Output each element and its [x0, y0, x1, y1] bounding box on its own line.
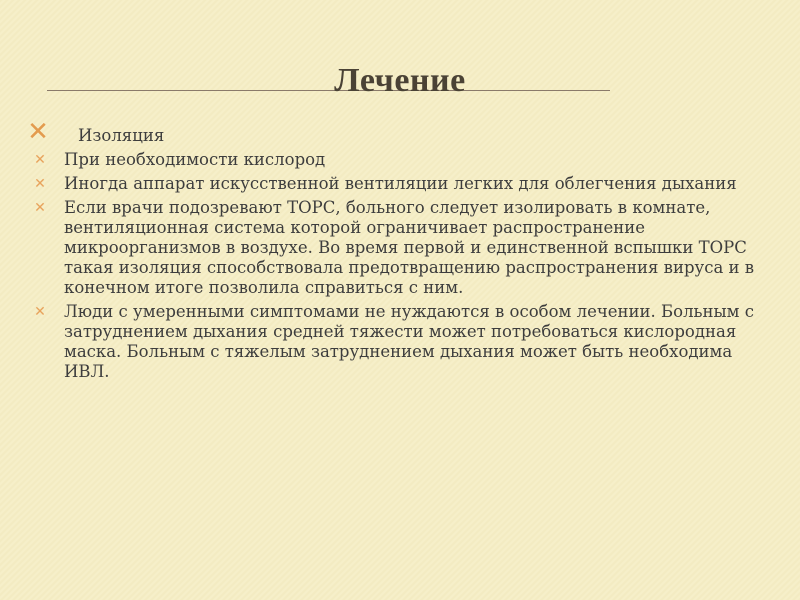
bullet-text: Если врачи подозревают ТОРС, больного следует изолировать в комнате, вентиляционная система которой ограничивает распространение микроорганизмов в воздухе. Во время первой и единственной вспышки ТОРС такая изоляция способствовала предотвращению распространения вируса и в конечном итоге позволила справиться с ним. [64, 198, 755, 297]
bullet-text: Изоляция [78, 126, 165, 145]
bullet-item-ventilator [30, 174, 775, 194]
x-bullet-icon: ✕ [34, 304, 46, 320]
bullet-text: Люди с умеренными симптомами не нуждаются в особом лечении. Больным с затруднением дыхания средней тяжести может потребоваться кислородная маска. Больным с тяжелым затруднением дыхания может быть необходима ИВЛ. [64, 302, 754, 381]
bullet-item-isolation [27, 117, 775, 147]
bullet-text: Иногда аппарат искусственной вентиляции легких для облегчения дыхания [64, 174, 737, 193]
x-bullet-icon: ✕ [34, 200, 46, 216]
slide-title: Лечение [334, 62, 466, 99]
bullet-text: При необходимости кислород [64, 150, 326, 169]
bullet-item-oxygen [30, 150, 775, 170]
bullet-item-sars-isolation [30, 198, 775, 298]
bullet-item-treatment-levels [30, 302, 775, 382]
x-bullet-icon: ✕ [34, 152, 46, 168]
bullet-list [27, 117, 775, 386]
x-bullet-icon: ✕ [27, 117, 49, 147]
x-bullet-icon: ✕ [34, 176, 46, 192]
